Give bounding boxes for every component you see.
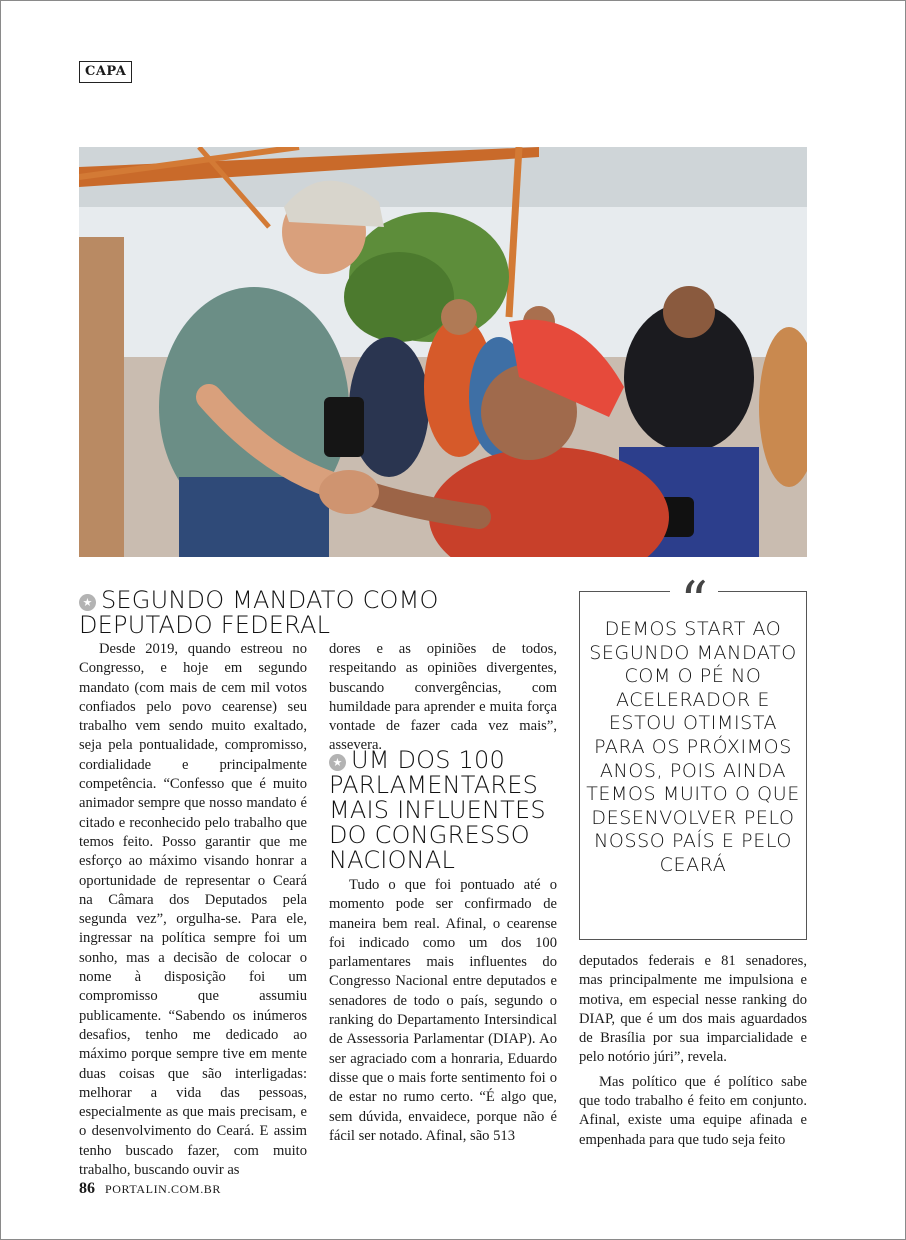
pull-quote-text: DEMOS START AO SEGUNDO MANDATO COM O PÉ NO ACELERADOR E ESTOU OTIMISTA PARA OS PRÓXIMOS ANOS, POIS AINDA TEMOS MUITO O QUE DESENVOLVER PELO NOSSO PAÍS E PELO CEARÁ: [586, 618, 800, 876]
paragraph: Desde 2019, quando estreou no Congresso, e hoje em segundo mandato (com mais de cem mil votos confiados pelo povo cearense) seu trabalho vem sendo muito exaltado, seja pela pontualidade, compromisso, cordialidade e principalmente competência. “Confesso que é muito animador sempre que nosso mandato é citado e reconhecido pelo trabalho que temos feito. Posso garantir que me esforço ao máximo visando honrar a oportunidade de representar o Ceará na Câmara dos Deputados pela segunda vez”, orgulha-se. Para ele, ingressar na política sempre foi um sonho, mas a decisão de colocar o nome à disposição foi um compromisso que assumiu publicamente. “Sabendo os inúmeros desafios, tenho me dedicado ao máximo porque sempre tive em mente duas coisas que são interligadas: melhorar a vida das pessoas, especialmente as que mais precisam, e o desenvolvimento do Ceará. E assim tenho buscado fazer, com muito trabalho, buscando ouvir as: [79, 641, 307, 1179]
star-bullet-icon: ★: [329, 754, 346, 771]
article-column-3: [579, 952, 807, 1150]
article-column-1: [79, 640, 307, 1180]
paragraph: Mas político que é político sabe que todo trabalho é feito em conjunto. Afinal, existe uma equipe afinada e empenhada para que tudo seja feito: [579, 1073, 807, 1148]
handshake-photo-illustration: [79, 147, 807, 557]
site-url[interactable]: PORTALIN.COM.BR: [105, 1182, 221, 1196]
cover-photo: [79, 147, 807, 557]
paragraph: Tudo o que foi pontuado até o momento pode ser confirmado de maneira bem real. Afinal, o cearense foi indicado como um dos 100 parlamentares mais influentes do Congresso Nacional entre deputados e senadores de todo o país, segundo o ranking do Departamento Intersindical de Assessoria Parlamentar (DIAP). Ao ser agraciado com a honraria, Eduardo disse que o mais forte sentimento foi o de estar no rumo certo. “É algo que, sem dúvida, envaidece, porque não é fácil ser notado. Afinal, são 513: [329, 877, 557, 1144]
page-number: 86: [79, 1180, 95, 1197]
star-bullet-icon: ★: [79, 594, 96, 611]
paragraph: deputados federais e 81 senadores, mas principalmente me impulsiona e motiva, em especial nesse ranking do DIAP, que é um dos mais aguardados de Brasília por sua imparcialidade e pelo notório júri”, revela.: [579, 953, 807, 1066]
quote-mark-icon: “: [670, 574, 718, 608]
article-column-2-bottom: [329, 876, 557, 1146]
section-heading-2: ★ UM DOS 100 PARLAMENTARES MAIS INFLUENTES DO CONGRESSO NACIONAL: [329, 746, 546, 874]
section-tag: CAPA: [79, 61, 132, 83]
article-column-2-top: [329, 640, 557, 756]
pull-quote-box: [579, 570, 807, 940]
paragraph: dores e as opiniões de todos, respeitando as opiniões divergentes, buscando convergências, com humildade para aprender e muita força vontade de fazer cada vez mais”, assevera.: [329, 641, 557, 754]
section-heading-1: ★ SEGUNDO MANDATO COMO DEPUTADO FEDERAL: [79, 586, 439, 639]
page-footer: [79, 1180, 221, 1198]
